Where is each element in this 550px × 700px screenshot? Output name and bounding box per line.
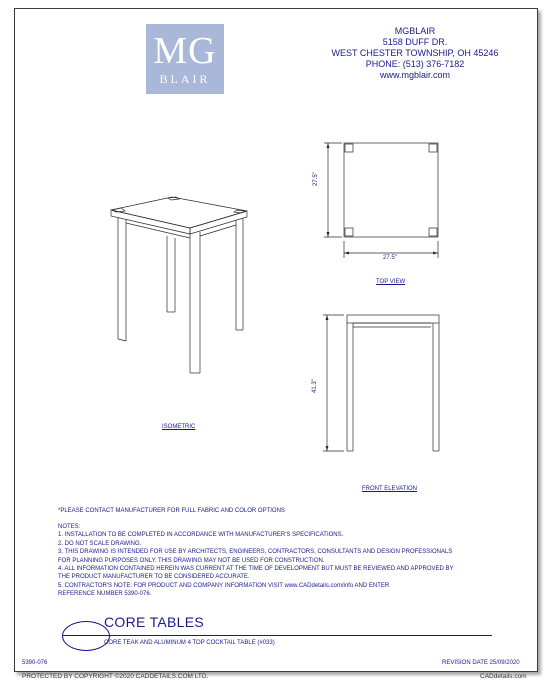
note-line: 5. CONTRACTOR'S NOTE: FOR PRODUCT AND COMPANY INFORMATION VISIT www.CADdetails.com/info AND ENTER — [58, 582, 390, 589]
company-city: WEST CHESTER TOWNSHIP, OH 45246 — [331, 48, 499, 58]
note-line: FOR PLANNING PURPOSES ONLY. THIS DRAWING MAY NOT BE USED FOR CONSTRUCTION. — [58, 557, 325, 564]
top-width-dimension: 27.5" — [383, 255, 397, 261]
logo-mg-text: MG — [153, 30, 217, 72]
dimension-arrow — [326, 446, 329, 451]
title-underline — [84, 635, 492, 636]
notes-section — [58, 523, 508, 599]
company-street: 5158 DUFF DR. — [382, 37, 448, 47]
front-elevation-drawing — [347, 315, 439, 451]
note-line: THE PRODUCT MANUFACTURER TO BE CONSIDERED ACCURATE. — [58, 574, 250, 581]
reference-number: 5390-076 — [22, 660, 48, 666]
copyright-notice: PROTECTED BY COPYRIGHT ©2020 CADDETAILS.COM LTD. — [22, 673, 209, 680]
top-view-drawing — [344, 143, 438, 237]
note-line: REFERENCE NUMBER 5390-076. — [58, 591, 152, 598]
note-line: 2. DO NOT SCALE DRAWING. — [58, 540, 142, 547]
title-circle-symbol — [62, 621, 110, 651]
front-elevation-label: FRONT ELEVATION — [362, 486, 418, 492]
isometric-table-drawing — [111, 197, 247, 373]
top-view-dimension-lines — [324, 143, 438, 258]
front-elevation-dimension-line — [323, 315, 344, 451]
note-line: 3. THIS DRAWING IS INTENDED FOR USE BY ARCHITECTS, ENGINEERS, CONTRACTORS, CONSULTANTS AND DESIGN PROFESSIONALS — [58, 549, 453, 556]
company-website[interactable]: www.mgblair.com — [379, 70, 451, 80]
dimension-arrow — [344, 252, 349, 255]
caddetails-link[interactable]: CADdetails.com — [480, 673, 527, 680]
top-depth-dimension: 27.5" — [313, 172, 319, 186]
note-line: 1. INSTALLATION TO BE COMPLETED IN ACCORDANCE WITH MANUFACTURER'S SPECIFICATIONS. — [58, 532, 344, 539]
dimension-arrow — [327, 143, 330, 148]
drawing-subtitle: CORE TEAK AND ALUMINUM 4 TOP COCKTAIL TABLE (#033) — [104, 640, 275, 646]
top-view-label: TOP VIEW — [376, 279, 406, 285]
dimension-arrow — [326, 315, 329, 320]
dimension-arrow — [433, 252, 438, 255]
note-line: 4. ALL INFORMATION CONTAINED HEREIN WAS CURRENT AT THE TIME OF DEVELOPMENT BUT MUST BE REVIEWED AND APPROVED BY — [58, 566, 454, 573]
isometric-label: ISOMETRIC — [162, 424, 196, 430]
title-circle-divider — [62, 635, 86, 636]
notes-heading: NOTES: — [58, 524, 81, 530]
contact-note: *PLEASE CONTACT MANUFACTURER FOR FULL FABRIC AND COLOR OPTIONS — [58, 508, 285, 514]
drawing-title: CORE TABLES — [104, 614, 205, 630]
company-phone: PHONE: (513) 376-7182 — [365, 59, 465, 69]
revision-date: REVISION DATE 25/09/2020 — [442, 660, 520, 666]
dimension-arrow — [327, 232, 330, 237]
height-dimension: 41.3" — [312, 379, 318, 393]
company-name: MGBLAIR — [394, 26, 436, 36]
logo-blair-text: BLAIR — [159, 72, 211, 86]
